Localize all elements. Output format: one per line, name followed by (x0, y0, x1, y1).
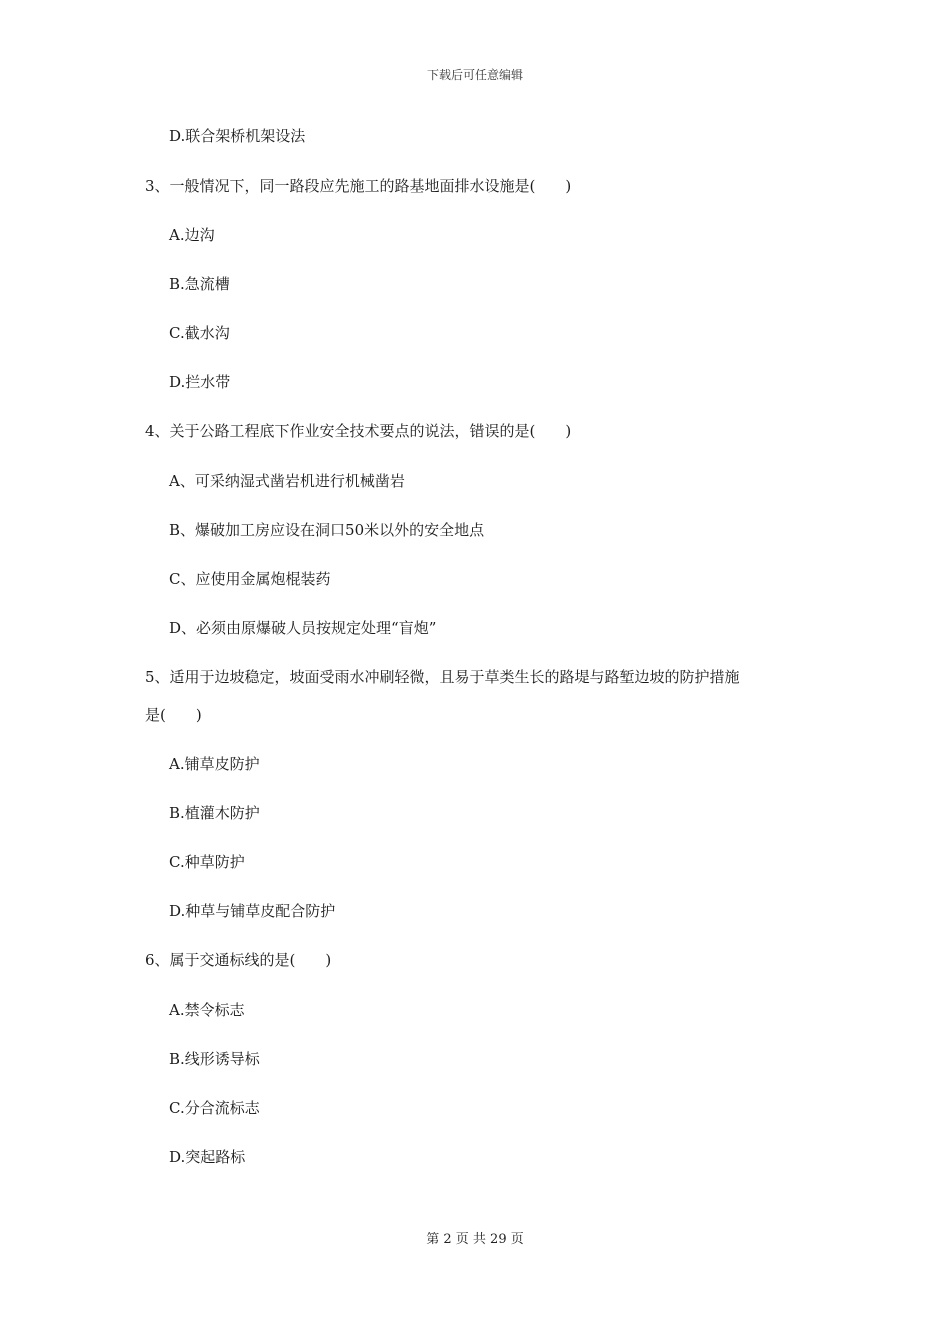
question-5-option-a: A.铺草皮防护 (169, 755, 260, 773)
question-5-stem-line1: 5、适用于边坡稳定，坡面受雨水冲刷轻微，且易于草类生长的路堤与路堑边坡的防护措施 (145, 668, 740, 686)
question-6-option-a: A.禁令标志 (169, 1001, 245, 1019)
question-6-option-b: B.线形诱导标 (169, 1050, 260, 1068)
question-3-stem: 3、一般情况下，同一路段应先施工的路基地面排水设施是( ) (145, 177, 572, 195)
question-3-option-d: D.拦水带 (169, 373, 231, 391)
question-5-stem-line2: 是( ) (145, 706, 202, 724)
question-3-option-a: A.边沟 (169, 226, 215, 244)
option-prev-d: D.联合架桥机架设法 (169, 127, 306, 145)
question-3-option-b: B.急流槽 (169, 275, 230, 293)
question-4-option-d: D、必须由原爆破人员按规定处理“盲炮” (169, 619, 437, 637)
page-header: 下载后可任意编辑 (426, 68, 523, 82)
question-6-stem: 6、属于交通标线的是( ) (145, 951, 332, 969)
question-6-option-c: C.分合流标志 (169, 1099, 260, 1117)
question-5-option-c: C.种草防护 (169, 853, 245, 871)
question-4-option-a: A、可采纳湿式凿岩机进行机械凿岩 (169, 472, 405, 490)
question-5-option-d: D.种草与铺草皮配合防护 (169, 902, 336, 920)
question-6-option-d: D.突起路标 (169, 1148, 246, 1166)
question-4-option-c: C、应使用金属炮棍装药 (169, 570, 331, 588)
question-5-option-b: B.植灌木防护 (169, 804, 260, 822)
page-footer: 第 2 页 共 29 页 (426, 1232, 524, 1247)
question-3-option-c: C.截水沟 (169, 324, 230, 342)
question-4-option-b: B、爆破加工房应设在洞口50米以外的安全地点 (169, 521, 485, 539)
question-4-stem: 4、关于公路工程底下作业安全技术要点的说法，错误的是( ) (145, 422, 572, 440)
